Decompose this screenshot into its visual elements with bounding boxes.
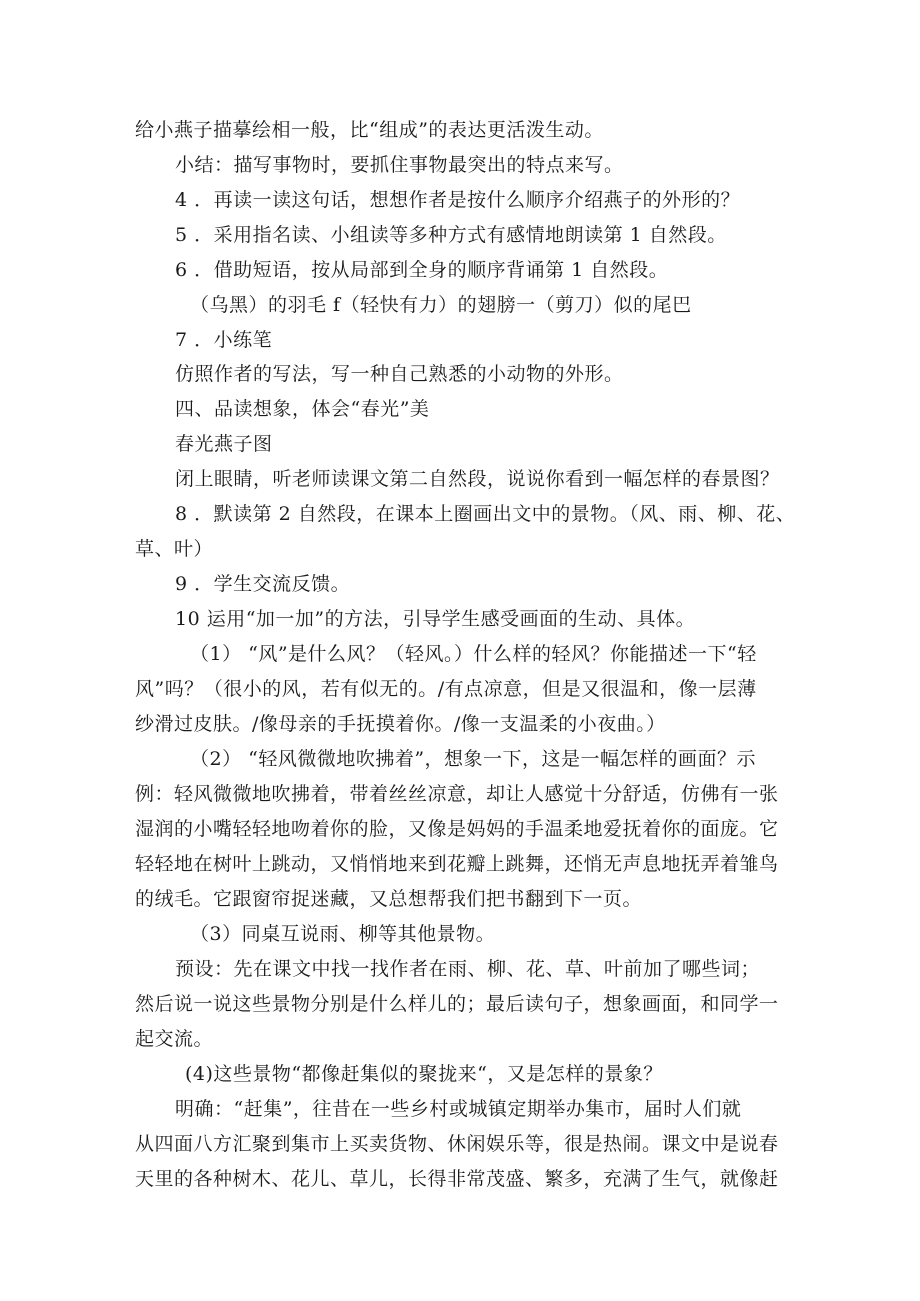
text-line-5: 6 ．借助短语，按从局部到全身的顺序背诵第 1 自然段。: [175, 259, 669, 281]
text-line-20: 例：轻风微微地吹拂着，带着丝丝凉意，却让人感觉十分舒适，仿佛有一张: [135, 783, 779, 805]
text-line-29: 明确：“赶集”，往昔在一些乡村或城镇定期举办集市，届时人们就: [175, 1098, 742, 1120]
text-line-14: 9 ．学生交流反馈。: [175, 573, 351, 595]
text-line-21: 湿润的小嘴轻轻地吻着你的脸，又像是妈妈的手温柔地爱抚着你的面庞。它: [135, 818, 779, 840]
text-line-9: 四、品读想象，体会“春光”美: [175, 398, 430, 420]
text-line-6: （乌黑）的羽毛 f（轻快有力）的翅膀一（剪刀）似的尾巴: [190, 294, 692, 316]
text-line-18: 纱滑过皮肤。/像母亲的手抚摸着你。/像一支温柔的小夜曲。）: [135, 713, 666, 735]
text-line-27: 起交流。: [135, 1028, 214, 1050]
text-line-25: 预设：先在课文中找一找作者在雨、柳、花、草、叶前加了哪些词；: [175, 958, 761, 980]
text-line-4: 5 ．采用指名读、小组读等多种方式有感情地朗读第 1 自然段。: [175, 224, 727, 246]
text-line-31: 天里的各种树木、花儿、草儿，长得非常茂盛、繁多，充满了生气，就像赶: [135, 1168, 779, 1190]
text-line-15: 10 运用“加一加”的方法，引导学生感受画面的生动、具体。: [175, 608, 696, 630]
text-line-30: 从四面八方汇聚到集市上买卖货物、休闲娱乐等，很是热闹。课文中是说春: [135, 1133, 779, 1155]
text-line-23: 的绒毛。它跟窗帘捉迷藏，又总想帮我们把书翻到下一页。: [135, 888, 643, 910]
text-line-3: 4 ．再读一读这句话，想想作者是按什么顺序介绍燕子的外形的？: [175, 189, 741, 211]
text-line-17: 风”吗？（很小的风，若有似无的。/有点凉意，但是又很温和，像一层薄: [135, 678, 757, 700]
text-line-12: 8 ．默读第 2 自然段，在课本上圈画出文中的景物。（风、雨、柳、花、: [175, 503, 796, 525]
text-line-19: （2） “轻风微微地吹拂着”，想象一下，这是一幅怎样的画面？示: [190, 748, 757, 770]
text-line-28: (4)这些景物“都像赶集似的聚拢来“，又是怎样的景象？: [185, 1063, 663, 1085]
text-line-2: 小结：描写事物时，要抓住事物最突出的特点来写。: [175, 154, 624, 176]
text-line-10: 春光燕子图: [175, 433, 273, 455]
text-line-13: 草、叶）: [135, 538, 214, 560]
text-line-11: 闭上眼睛，听老师读课文第二自然段，说说你看到一幅怎样的春景图？: [175, 468, 780, 490]
text-line-24: （3）同桌互说雨、柳等其他景物。: [190, 923, 496, 945]
text-line-8: 仿照作者的写法，写一种自己熟悉的小动物的外形。: [175, 363, 624, 385]
text-line-26: 然后说一说这些景物分别是什么样儿的；最后读句子，想象画面，和同学一: [135, 993, 779, 1015]
text-line-7: 7 ．小练笔: [175, 329, 273, 351]
text-line-1: 给小燕子描摹绘相一般，比“组成”的表达更活泼生动。: [135, 119, 604, 141]
text-line-16: （1） “风”是什么风？（轻风。）什么样的轻风？你能描述一下“轻: [190, 643, 757, 665]
text-line-22: 轻轻地在树叶上跳动，又悄悄地来到花瓣上跳舞，还悄无声息地抚弄着雏鸟: [135, 853, 779, 875]
